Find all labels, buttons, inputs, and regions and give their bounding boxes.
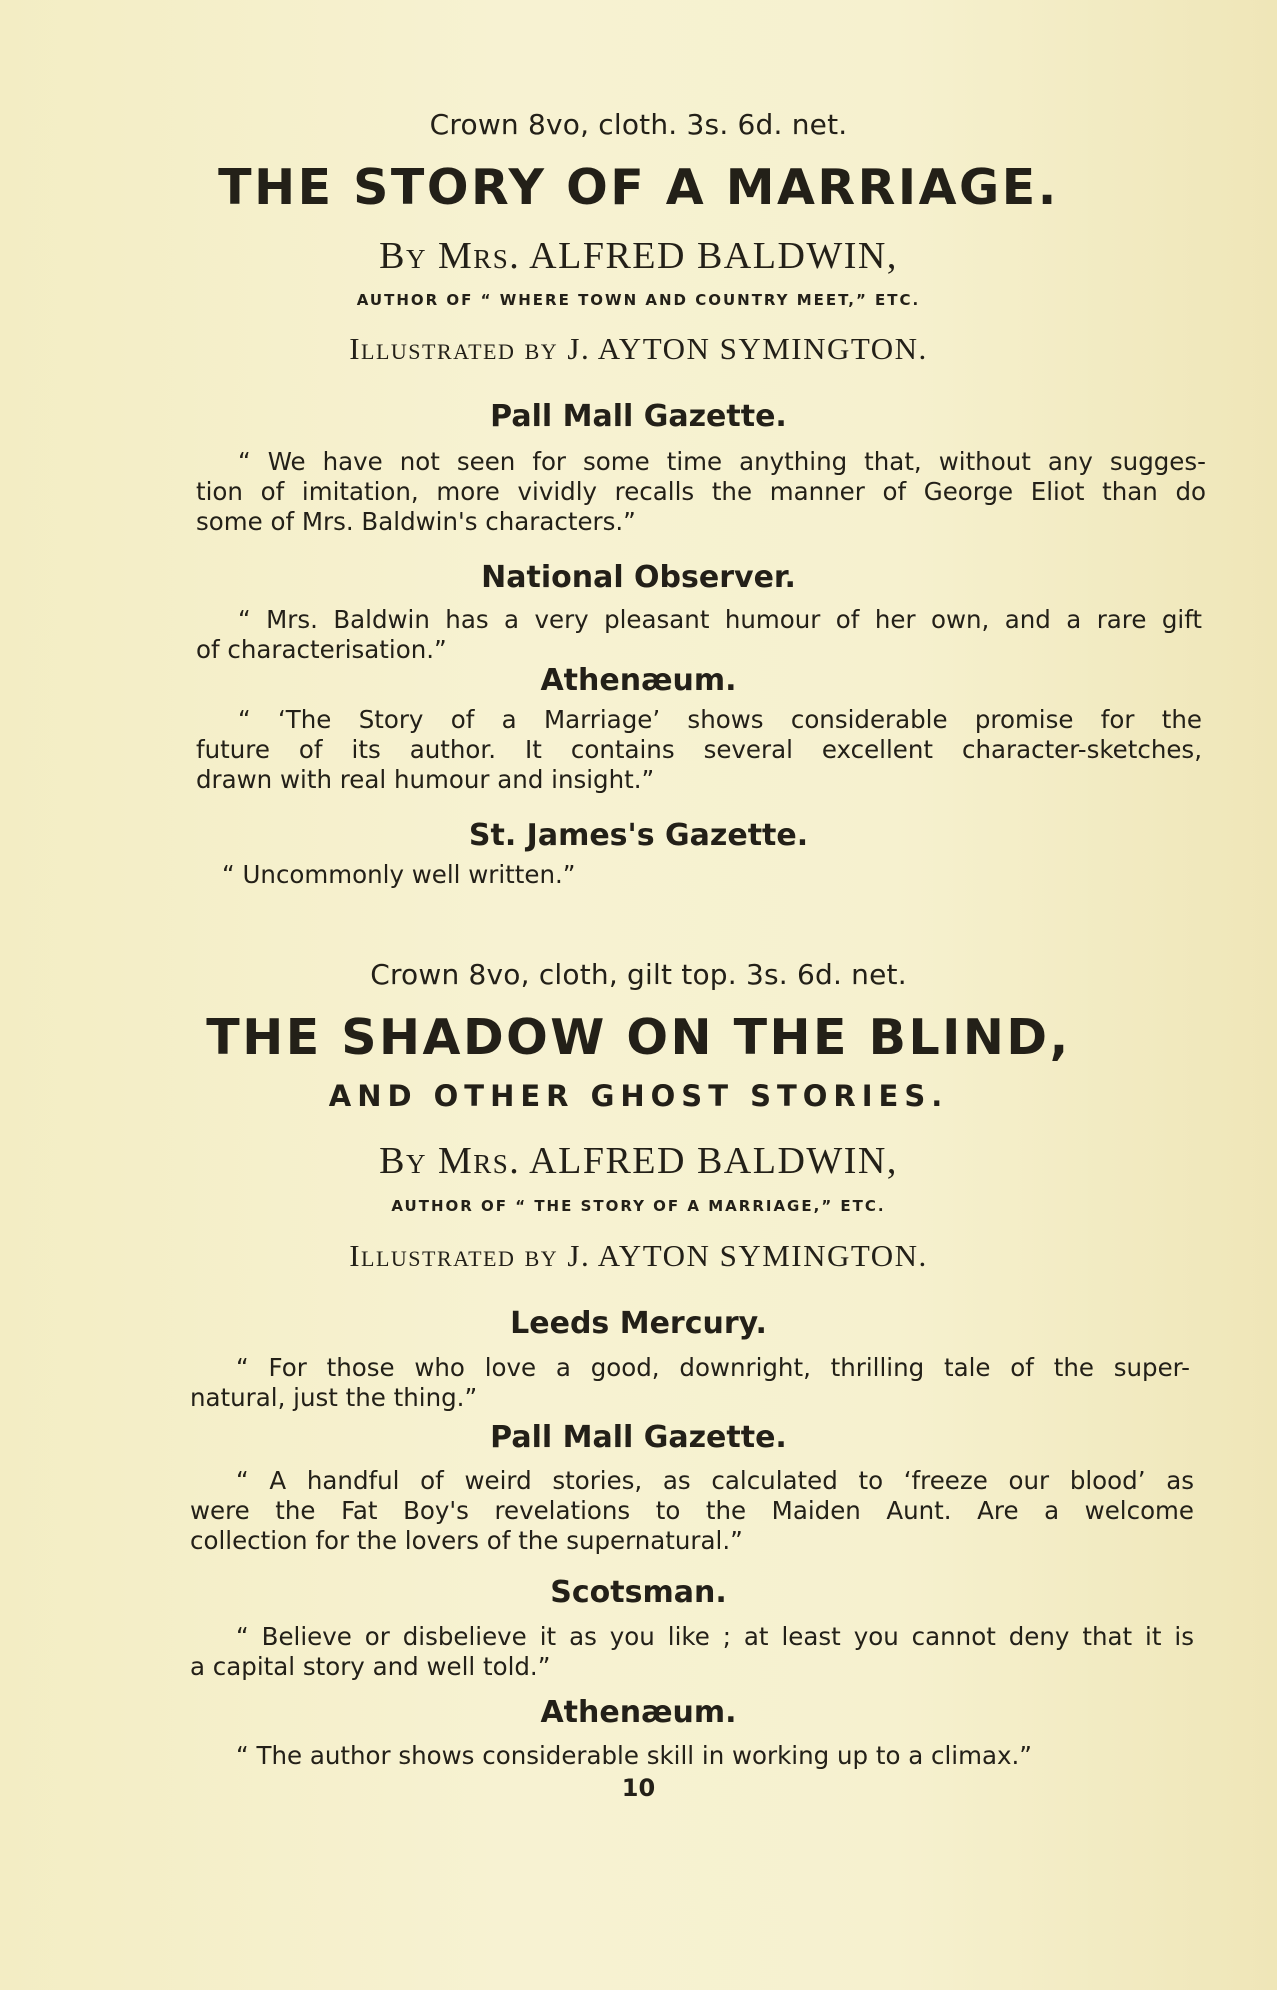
quote-line: “ We have not seen for some time anything that, without any sugges- xyxy=(238,447,1206,476)
book2-review3-quote xyxy=(190,1622,1194,1682)
book1-illustrated-by: Illustrated by J. AYTON SYMINGTON. xyxy=(349,331,928,366)
book2-review2-quote xyxy=(190,1466,1194,1556)
book1-review1-quote xyxy=(196,447,1206,537)
book1-author-of: AUTHOR OF “ WHERE TOWN AND COUNTRY MEET,” ETC. xyxy=(356,291,921,309)
book2-illustrated-by: Illustrated by J. AYTON SYMINGTON. xyxy=(349,1238,928,1273)
book2-byline: By Mrs. ALFRED BALDWIN, xyxy=(379,1140,898,1182)
book2-review3-source: Scotsman. xyxy=(550,1575,727,1610)
page-number: 10 xyxy=(621,1774,656,1802)
quote-line: “ Uncommonly well written.” xyxy=(222,860,576,889)
quote-line: “ Mrs. Baldwin has a very pleasant humour of her own, and a rare gift xyxy=(238,605,1202,634)
quote-line: “ Believe or disbelieve it as you like ; at least you cannot deny that it is xyxy=(236,1622,1194,1651)
book1-review1-source: Pall Mall Gazette. xyxy=(490,399,787,434)
book2-author-of: AUTHOR OF “ THE STORY OF A MARRIAGE,” ETC. xyxy=(391,1197,886,1215)
book1-review4-quote xyxy=(222,860,1022,890)
book1-byline: By Mrs. ALFRED BALDWIN, xyxy=(379,235,898,277)
book2-review4-source: Athenæum. xyxy=(540,1695,737,1730)
book2-review4-quote xyxy=(236,1741,1136,1771)
book2-title: THE SHADOW ON THE BLIND, xyxy=(206,1009,1071,1066)
quote-line: of characterisation.” xyxy=(196,635,447,664)
book1-title: THE STORY OF A MARRIAGE. xyxy=(218,159,1059,216)
book1-review3-source: Athenæum. xyxy=(540,663,737,698)
book2-review1-source: Leeds Mercury. xyxy=(510,1306,767,1341)
quote-line: tion of imitation, more vividly recalls the manner of George Eliot than do xyxy=(196,477,1206,506)
book1-review2-quote xyxy=(196,605,1202,665)
book2-review2-source: Pall Mall Gazette. xyxy=(490,1420,787,1455)
book1-review3-quote xyxy=(196,705,1202,795)
book1-review4-source: St. James's Gazette. xyxy=(468,818,809,853)
quote-line: some of Mrs. Baldwin's characters.” xyxy=(196,507,636,536)
quote-line: collection for the lovers of the supernatural.” xyxy=(190,1526,743,1555)
quote-line: drawn with real humour and insight.” xyxy=(196,765,655,794)
quote-line: a capital story and well told.” xyxy=(190,1652,551,1681)
book2-subtitle: AND OTHER GHOST STORIES. xyxy=(328,1079,949,1113)
quote-line: future of its author. It contains several excellent character-sketches, xyxy=(196,735,1202,764)
quote-line: “ ‘The Story of a Marriage’ shows considerable promise for the xyxy=(238,705,1202,734)
book1-review2-source: National Observer. xyxy=(481,560,796,595)
quote-line: natural, just the thing.” xyxy=(190,1383,478,1412)
book2-price-line: Crown 8vo, cloth, gilt top. 3s. 6d. net. xyxy=(370,958,907,991)
quote-line: “ A handful of weird stories, as calculated to ‘freeze our blood’ as xyxy=(236,1466,1194,1495)
book2-review1-quote xyxy=(190,1353,1190,1413)
quote-line: “ The author shows considerable skill in working up to a climax.” xyxy=(236,1741,1032,1770)
quote-line: “ For those who love a good, downright, thrilling tale of the super- xyxy=(236,1353,1190,1382)
quote-line: were the Fat Boy's revelations to the Maiden Aunt. Are a welcome xyxy=(190,1496,1194,1525)
book1-price-line: Crown 8vo, cloth. 3s. 6d. net. xyxy=(429,108,848,141)
